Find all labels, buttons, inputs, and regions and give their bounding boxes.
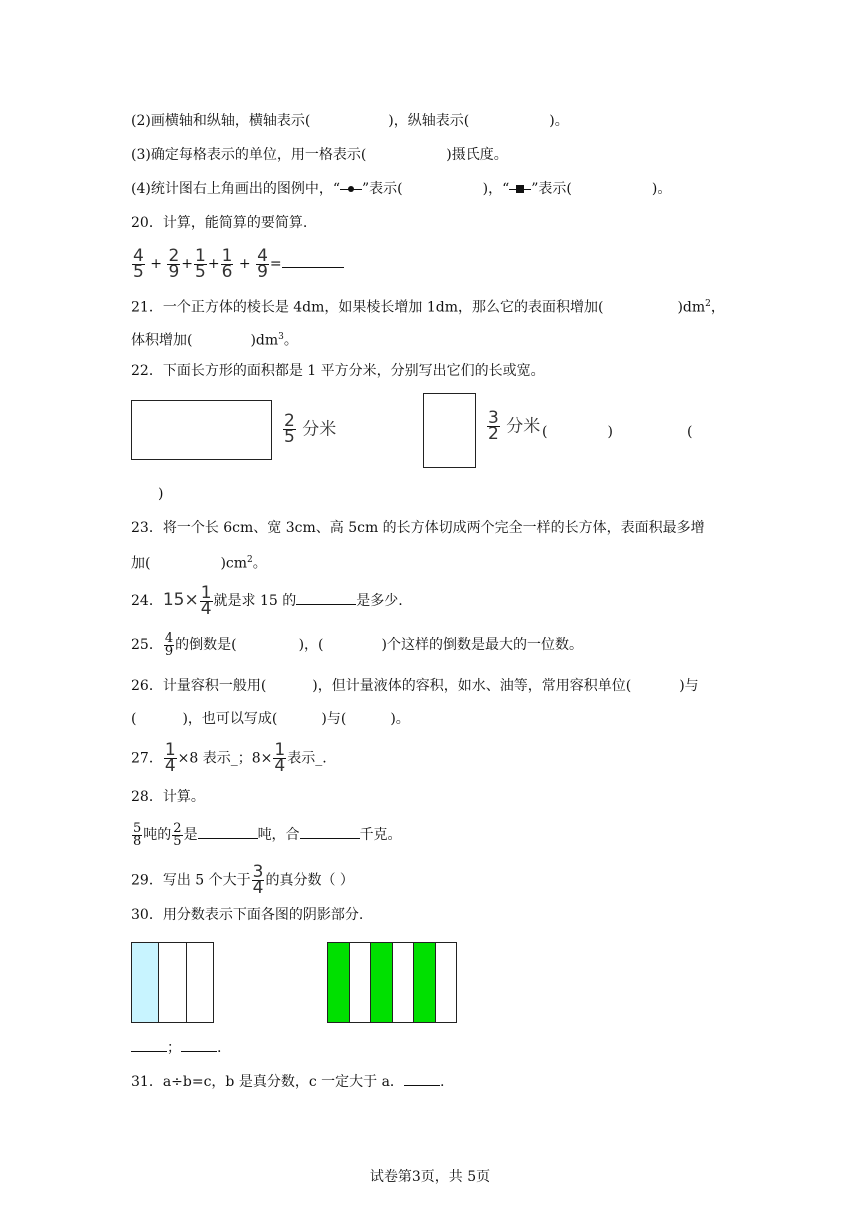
unshaded-part bbox=[436, 943, 457, 1022]
q26-line1: 26．计量容积一般用( )，但计量液体的容积，如水、油等，常用容积单位( )与 bbox=[131, 678, 699, 694]
q30-answers: ； . bbox=[131, 1037, 221, 1058]
fraction: $\frac{4}{5}$ bbox=[133, 245, 144, 282]
fraction: $\frac{1}{6}$ bbox=[221, 245, 233, 282]
q29: 29．写出 5 个大于 $\frac{3}{4}$ 的真分数（ ） bbox=[131, 862, 354, 898]
answer-blank[interactable] bbox=[296, 590, 356, 605]
q23-line1: 23．将一个长 6cm、宽 3cm、高 5cm 的长方体切成两个完全一样的长方体，表面积最多增 bbox=[131, 520, 705, 536]
shaded-part bbox=[328, 943, 350, 1022]
q19-part2: (2)画横轴和纵轴，横轴表示( )，纵轴表示( )。 bbox=[131, 113, 569, 129]
answer-blank[interactable] bbox=[198, 824, 258, 839]
rectangle-tall bbox=[423, 393, 476, 468]
legend-dot-line-icon bbox=[340, 184, 362, 194]
q21-line2: 体积增加( )$dm^3$。 bbox=[131, 332, 298, 349]
q28-text: 28．计算。 bbox=[131, 789, 205, 805]
q25: 25． $\frac{4}{9}$ 的倒数是( )，( )个这样的倒数是最大的一位数。 bbox=[131, 630, 583, 659]
answer-blank[interactable] bbox=[131, 1037, 167, 1052]
q27: 27． $\frac{1}{4}$ ×8 表示_；8× $\frac{1}{4}$ 表示_. bbox=[131, 740, 327, 776]
q22-paren1: ( ) ( bbox=[542, 424, 693, 440]
answer-blank[interactable] bbox=[404, 1071, 440, 1086]
q20-text: 20．计算，能简算的要简算. bbox=[131, 215, 308, 231]
answer-blank[interactable] bbox=[300, 824, 360, 839]
rectangle-wide bbox=[131, 400, 272, 460]
rect1-label: $\frac{2}{5}$ 分米 bbox=[284, 411, 337, 447]
q22-paren2-close: ) bbox=[158, 486, 164, 502]
q19-part3: (3)确定每格表示的单位，用一格表示( )摄氏度。 bbox=[131, 147, 508, 163]
fraction: $\frac{4}{9}$ bbox=[257, 245, 268, 282]
q31: 31．a÷b=c，b 是真分数，c 一定大于 a． . bbox=[131, 1071, 444, 1092]
shaded-part bbox=[414, 943, 436, 1022]
q22-text: 22．下面长方形的面积都是 1 平方分米，分别写出它们的长或宽。 bbox=[131, 363, 545, 379]
q24: 24．15× $\frac{1}{4}$ 就是求 15 的 是多少. bbox=[131, 582, 403, 619]
unshaded-part bbox=[393, 943, 415, 1022]
fraction-figure-2 bbox=[327, 942, 457, 1023]
fraction-figure-1 bbox=[131, 942, 214, 1023]
q26-line2: ( )，也可以写成( )与( )。 bbox=[131, 711, 410, 727]
unshaded-part bbox=[159, 943, 186, 1022]
fraction: $\frac{2}{9}$ bbox=[168, 245, 180, 282]
unshaded-part bbox=[350, 943, 372, 1022]
rect2-label: $\frac{3}{2}$ 分米 bbox=[488, 408, 541, 444]
unshaded-part bbox=[187, 943, 213, 1022]
q30-text: 30．用分数表示下面各图的阴影部分. bbox=[131, 907, 364, 923]
q20-expression: $\frac{4}{5}$ + $\frac{2}{9}$ + $\frac{1}{5}$ + $\frac{1}{6}$ + $\frac{4}{9}$ = bbox=[131, 247, 344, 281]
fraction: $\frac{1}{5}$ bbox=[195, 245, 206, 282]
answer-blank[interactable] bbox=[181, 1037, 217, 1052]
q23-line2: 加( )$cm^2$。 bbox=[131, 555, 267, 572]
page-footer: 试卷第3页，共 5页 bbox=[369, 1169, 491, 1185]
answer-blank[interactable] bbox=[282, 253, 344, 268]
q19-part4: (4)统计图右上角画出的图例中，“ ”表示( )，“ ”表示( )。 bbox=[131, 181, 672, 197]
shaded-part bbox=[371, 943, 393, 1022]
q28-expression: $\frac{5}{8}$ 吨的 $\frac{2}{5}$ 是 吨，合 千克。 bbox=[133, 820, 402, 849]
shaded-part bbox=[132, 943, 159, 1022]
q21-line1: 21．一个正方体的棱长是 4dm，如果棱长增加 1dm，那么它的表面积增加( )$dm^2$， bbox=[131, 299, 725, 316]
legend-square-line-icon bbox=[509, 184, 531, 194]
